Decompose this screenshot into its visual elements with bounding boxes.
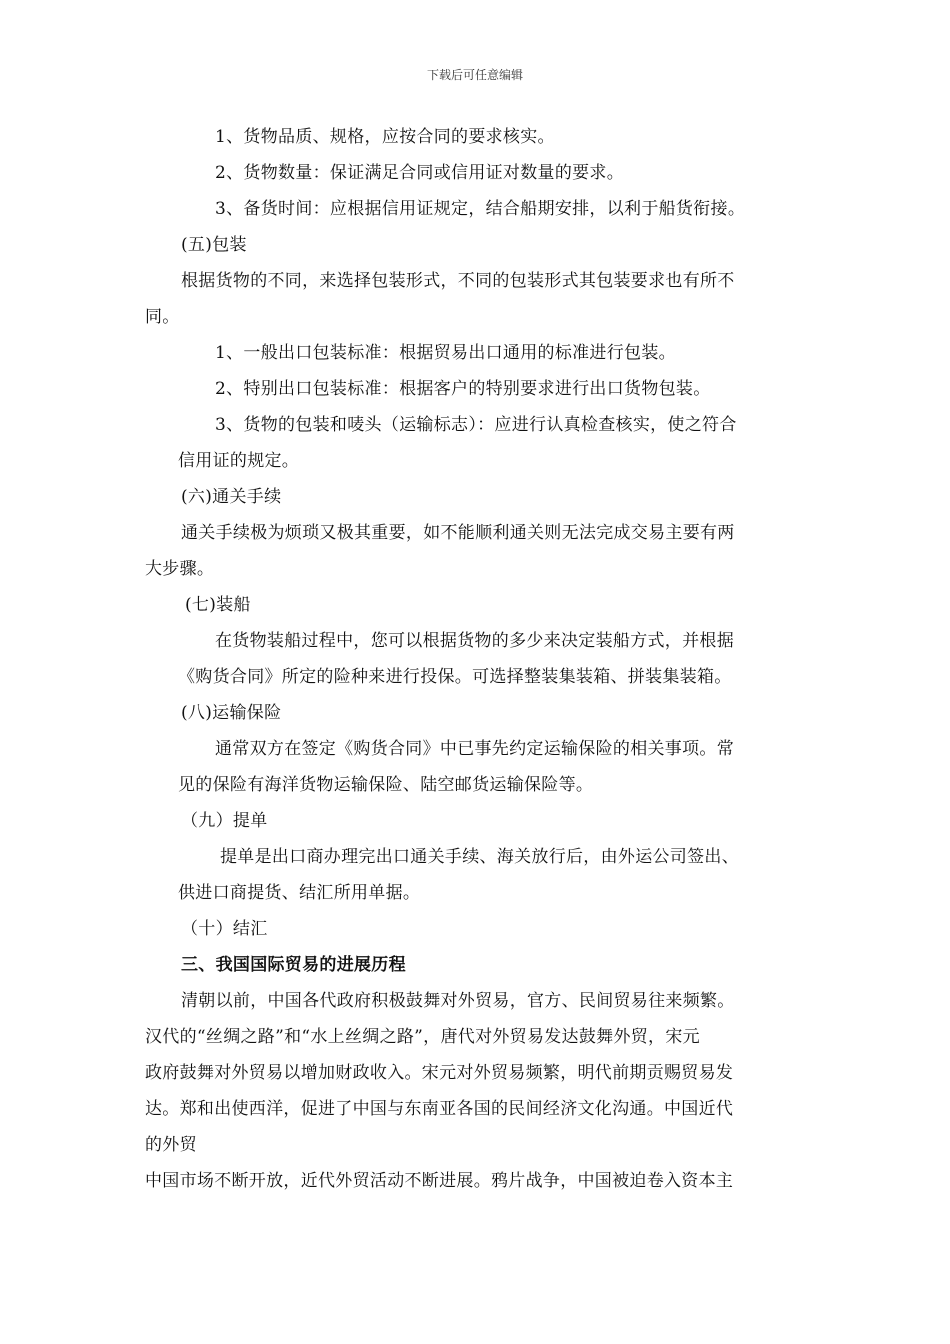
text-line: 达。郑和出使西洋，促进了中国与东南亚各国的民间经济文化沟通。中国近代 [145, 1099, 734, 1119]
text-line: 2、特别出口包装标准：根据客户的特别要求进行出口货物包装。 [215, 379, 711, 399]
text-line: 见的保险有海洋货物运输保险、陆空邮货运输保险等。 [178, 775, 594, 795]
text-line: 提单是出口商办理完出口通关手续、海关放行后，由外运公司签出、 [220, 847, 739, 867]
text-line: 信用证的规定。 [178, 451, 300, 471]
text-line: 3、货物的包装和唛头（运输标志）：应进行认真检查核实，使之符合 [215, 415, 737, 435]
page-header: 下载后可任意编辑 [426, 68, 523, 82]
text-line: 在货物装船过程中，您可以根据货物的多少来决定装船方式，并根据 [215, 631, 734, 651]
chapter-heading: 三、我国国际贸易的进展历程 [181, 955, 406, 975]
section-heading: (五)包装 [181, 235, 247, 255]
text-line: 同。 [145, 307, 180, 327]
text-line: 汉代的“丝绸之路”和“水上丝绸之路”，唐代对外贸易发达鼓舞外贸，宋元 [145, 1027, 700, 1047]
text-line: 中国市场不断开放，近代外贸活动不断进展。鸦片战争，中国被迫卷入资本主 [145, 1171, 734, 1191]
text-line: 通常双方在签定《购货合同》中已事先约定运输保险的相关事项。常 [215, 739, 734, 759]
text-line: 1、货物品质、规格，应按合同的要求核实。 [215, 127, 555, 147]
text-line: 的外贸 [145, 1135, 197, 1155]
text-line: 《购货合同》所定的险种来进行投保。可选择整装集装箱、拼装集装箱。 [178, 667, 732, 687]
section-heading: （九）提单 [181, 811, 268, 831]
section-heading: (七)装船 [185, 595, 251, 615]
text-line: 政府鼓舞对外贸易以增加财政收入。宋元对外贸易频繁，明代前期贡赐贸易发 [145, 1063, 734, 1083]
section-heading: (八)运输保险 [181, 703, 282, 723]
text-line: 1、一般出口包装标准：根据贸易出口通用的标准进行包装。 [215, 343, 676, 363]
text-line: 供进口商提货、结汇所用单据。 [178, 883, 421, 903]
section-heading: (六)通关手续 [181, 487, 282, 507]
text-line: 根据货物的不同，来选择包装形式，不同的包装形式其包装要求也有所不 [181, 271, 735, 291]
text-line: 大步骤。 [145, 559, 215, 579]
text-line: 2、货物数量：保证满足合同或信用证对数量的要求。 [215, 163, 625, 183]
text-line: 通关手续极为烦琐又极其重要，如不能顺利通关则无法完成交易主要有两 [181, 523, 735, 543]
text-line: 清朝以前，中国各代政府积极鼓舞对外贸易，官方、民间贸易往来频繁。 [181, 991, 735, 1011]
section-heading: （十）结汇 [181, 919, 268, 939]
text-line: 3、备货时间：应根据信用证规定，结合船期安排，以利于船货衔接。 [215, 199, 746, 219]
